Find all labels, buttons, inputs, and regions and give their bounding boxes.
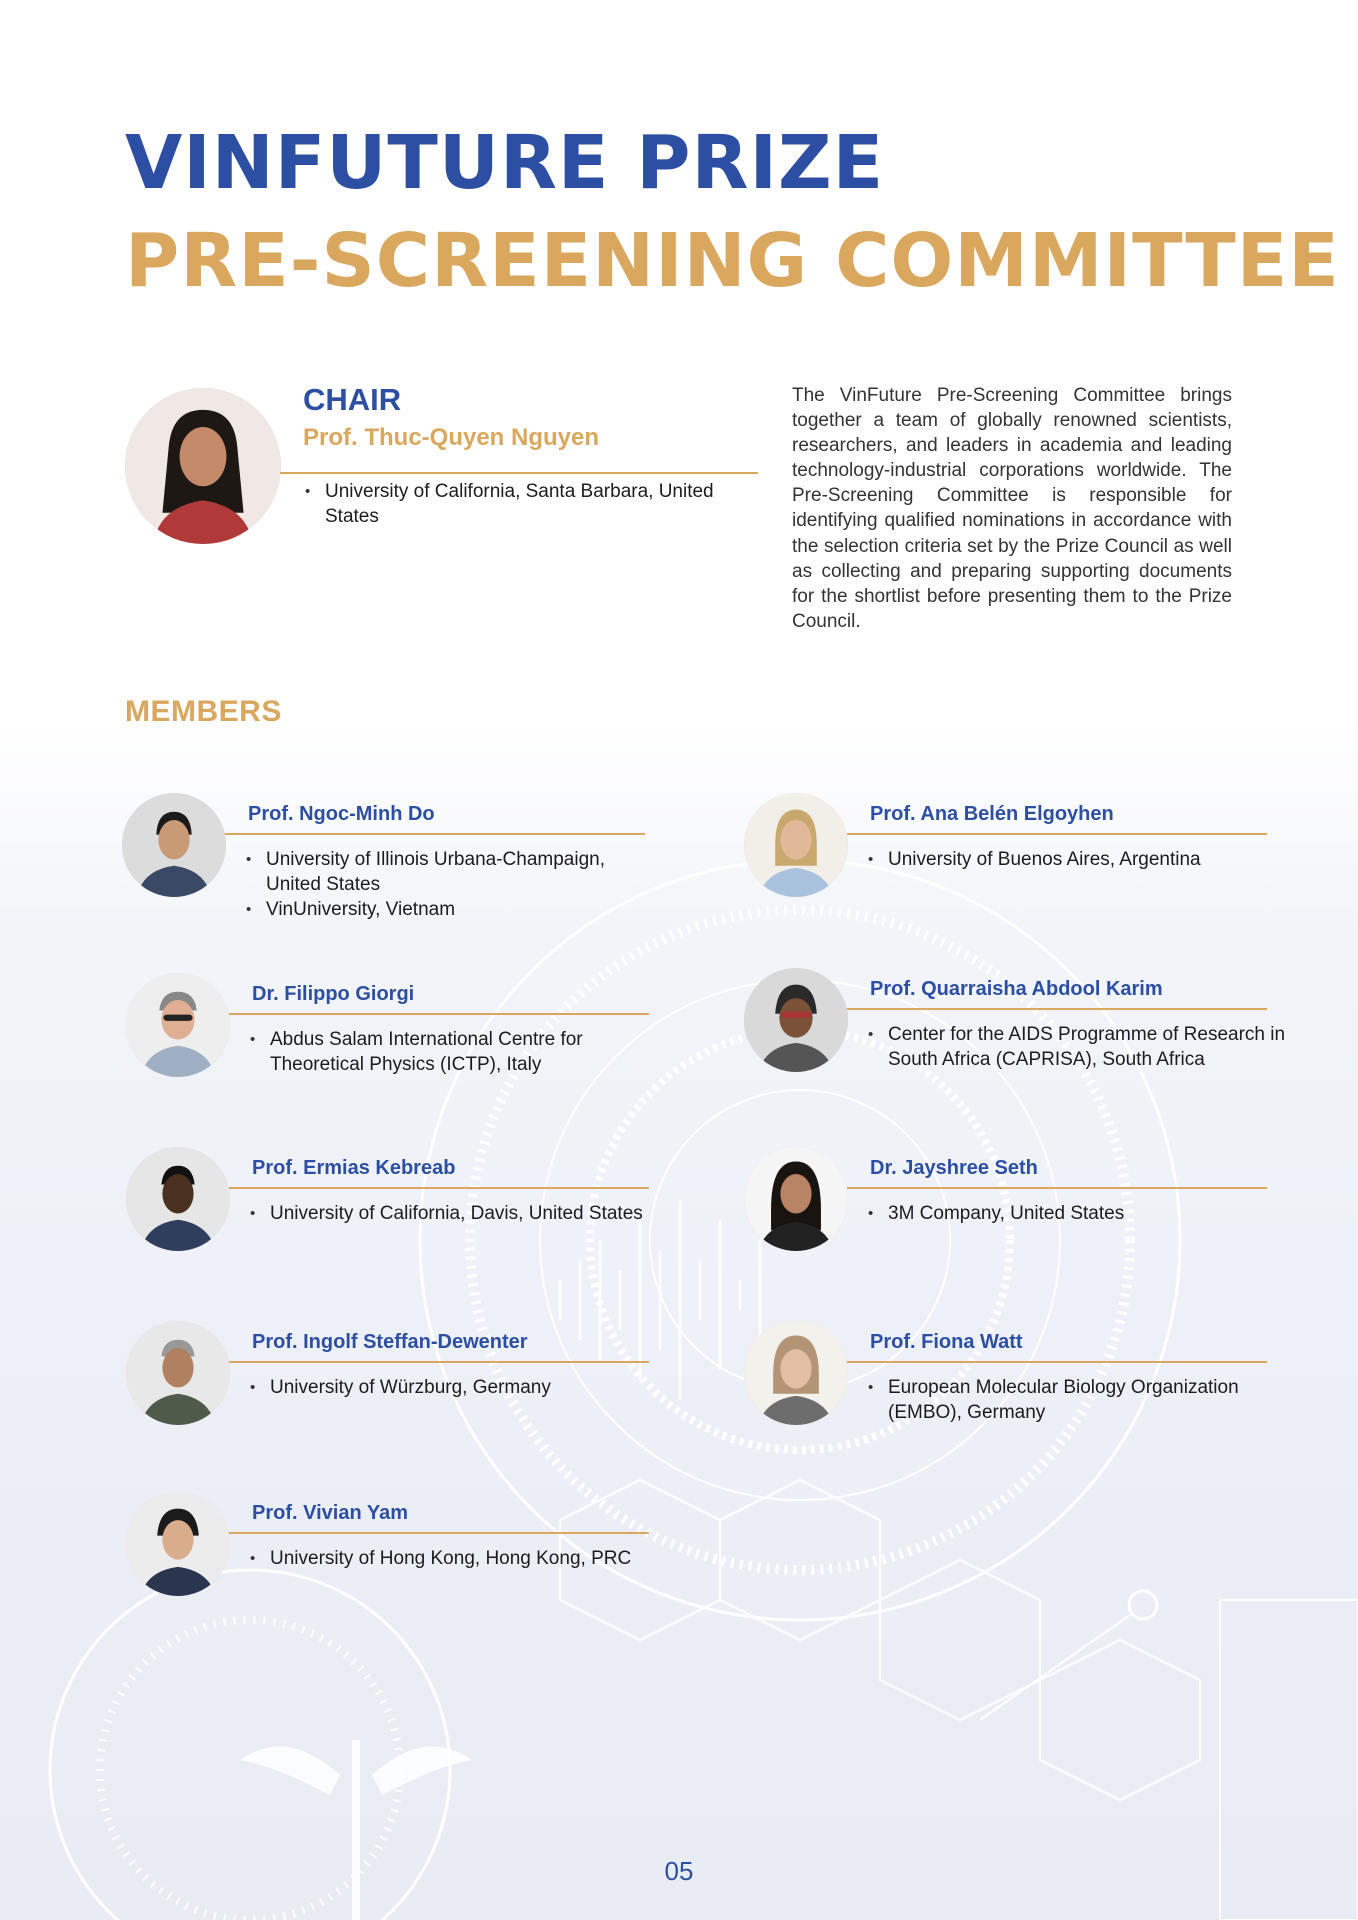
member-portrait-photo [744,1147,848,1251]
chair-divider [280,472,758,474]
page-title-line-2: PRE-SCREENING COMMITTEE [125,218,1340,304]
committee-description: The VinFuture Pre-Screening Committee brings together a team of globally renowned scientists, researchers, and leaders in academia and leading technology-industrial corporations worldwide. The Pre-Screening Committee is responsible for identifying qualified nominations in accordance with the selection criteria set by the Prize Council as well as collecting and preparing supporting documents for the shortlist before presenting them to the Prize Council. [792,385,1232,632]
member-name: Dr. Jayshree Seth [870,1157,1038,1179]
member-name: Prof. Ngoc-Minh Do [248,803,435,825]
member-affiliations [866,1022,1286,1072]
chair-portrait-photo [125,388,281,544]
member-divider [229,1013,649,1015]
affiliation-item: • University of Würzburg, Germany [248,1375,668,1400]
affiliation-item: • University of Buenos Aires, Argentina [866,847,1286,872]
affiliation-item: • University of Illinois Urbana-Champaign, United States [244,847,664,897]
member-portrait-photo [122,793,226,897]
member-name: Dr. Filippo Giorgi [252,983,415,1005]
member-portrait-photo [126,973,230,1077]
affiliation-item: • Center for the AIDS Programme of Research in South Africa (CAPRISA), South Africa [866,1022,1286,1072]
affiliation-item: • Abdus Salam International Centre for Theoretical Physics (ICTP), Italy [248,1027,668,1077]
member-affiliations [248,1027,668,1077]
affiliation-item: • 3M Company, United States [866,1201,1286,1226]
member-name: Prof. Ana Belén Elgoyhen [870,803,1114,825]
affiliation-item: • University of Hong Kong, Hong Kong, PRC [248,1546,668,1571]
member-divider [229,1361,649,1363]
member-portrait-photo [744,1321,848,1425]
chair-name: Prof. Thuc-Quyen Nguyen [303,424,600,451]
members-heading: MEMBERS [125,695,282,728]
member-name: Prof. Vivian Yam [252,1502,409,1524]
affiliation-item: • University of California, Davis, United States [248,1201,668,1226]
member-portrait-photo [744,968,848,1072]
member-name: Prof. Ingolf Steffan-Dewenter [252,1331,528,1353]
member-portrait-photo [126,1321,230,1425]
member-divider [847,833,1267,835]
member-portrait-photo [126,1147,230,1251]
member-divider [225,833,645,835]
decorative-tech-background [0,720,1358,1920]
member-divider [229,1532,649,1534]
page-number: 05 [664,1856,694,1886]
member-affiliations [248,1375,668,1400]
member-divider [847,1361,1267,1363]
member-divider [229,1187,649,1189]
member-portrait-photo [126,1492,230,1596]
member-divider [847,1187,1267,1189]
circuit-background-graphic [0,720,1358,1920]
member-affiliations [244,847,664,922]
member-name: Prof. Ermias Kebreab [252,1157,456,1179]
affiliation-item: • European Molecular Biology Organization (EMBO), Germany [866,1375,1286,1425]
member-affiliations [248,1201,668,1226]
affiliation-item: • University of California, Santa Barbara, United States [303,479,743,529]
member-portrait-photo [744,793,848,897]
member-name: Prof. Quarraisha Abdool Karim [870,978,1163,1000]
page-title-line-1: VINFUTURE PRIZE [125,120,885,206]
member-divider [847,1008,1267,1010]
member-affiliations [866,847,1286,872]
member-name: Prof. Fiona Watt [870,1331,1023,1353]
chair-affiliations [303,479,743,529]
affiliation-item: • VinUniversity, Vietnam [244,897,664,922]
member-affiliations [866,1201,1286,1226]
member-affiliations [866,1375,1286,1425]
member-affiliations [248,1546,668,1571]
chair-heading: CHAIR [303,382,402,417]
